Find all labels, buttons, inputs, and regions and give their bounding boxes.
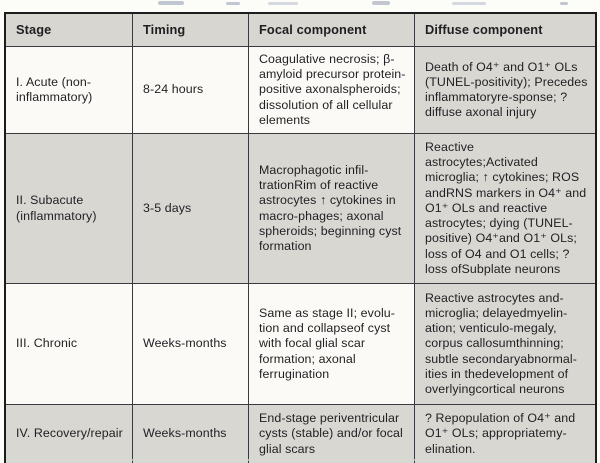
table-row-chronic [6,284,596,405]
header-row [6,14,596,47]
column-header-diffuse: Diffuse component [415,14,596,47]
injury-stages-table [5,13,596,463]
cell-timing: 3-5 days [133,134,249,284]
cell-diffuse: Reactive astrocytes;Activated microglia; ↑ cytokines; ROS andRNS markers in O4⁺ and O1⁺ OLs and reactive astrocytes; dying (TUNEL-positive) O4⁺and O1⁺ OLs; loss of O4 and O1 cells; ? loss ofSubplate neurons [415,134,596,284]
cell-focal: End-stage periventricular cysts (stable) and/or focal glial scars [249,405,415,463]
cropped-caption-fragment [0,0,600,7]
cell-focal: Macrophagotic infil-trationRim of reactive astrocytes ↑ cytokines in macro-phages; axonal spheroids; beginning cyst formation [249,134,415,284]
table-row-recovery [6,405,596,463]
cell-timing: Weeks-months [133,284,249,405]
cell-stage: II. Subacute (inflammatory) [6,134,133,284]
scan-shadow [12,459,572,461]
caption-fragment-mark [560,2,568,5]
cell-timing: Weeks-months [133,405,249,463]
column-header-stage: Stage [6,14,133,47]
caption-fragment-mark [268,2,298,5]
cell-stage: IV. Recovery/repair [6,405,133,463]
table-row-acute [6,47,596,134]
cell-stage: I. Acute (non-inflammatory) [6,47,133,134]
caption-fragment-mark [226,2,240,5]
cell-diffuse: Death of O4⁺ and O1⁺ OLs (TUNEL-positivity); Precedes inflammatoryre-sponse; ? diffuse axonal injury [415,47,596,134]
caption-fragment-mark [158,1,184,5]
column-header-timing: Timing [133,14,249,47]
cell-diffuse: ? Repopulation of O4⁺ and O1⁺ OLs; appropriatemy-elination. [415,405,596,463]
column-header-focal: Focal component [249,14,415,47]
cell-stage: III. Chronic [6,284,133,405]
cell-timing: 8-24 hours [133,47,249,134]
cell-focal: Same as stage II; evolu-tion and collapseof cyst with focal glial scar formation; axonal ferrugination [249,284,415,405]
caption-fragment-mark [372,1,390,5]
cell-diffuse: Reactive astrocytes and-microglia; delayedmyelin-ation; venticulo-megaly, corpus callosumthinning; subtle secondaryabnormal-ities in thedevelopment of overlyingcortical neurons [415,284,596,405]
table-row-subacute [6,134,596,284]
cell-focal: Coagulative necrosis; β-amyloid precursor protein-positive axonalspheroids; dissolution of all cellular elements [249,47,415,134]
caption-fragment-mark [452,2,486,5]
